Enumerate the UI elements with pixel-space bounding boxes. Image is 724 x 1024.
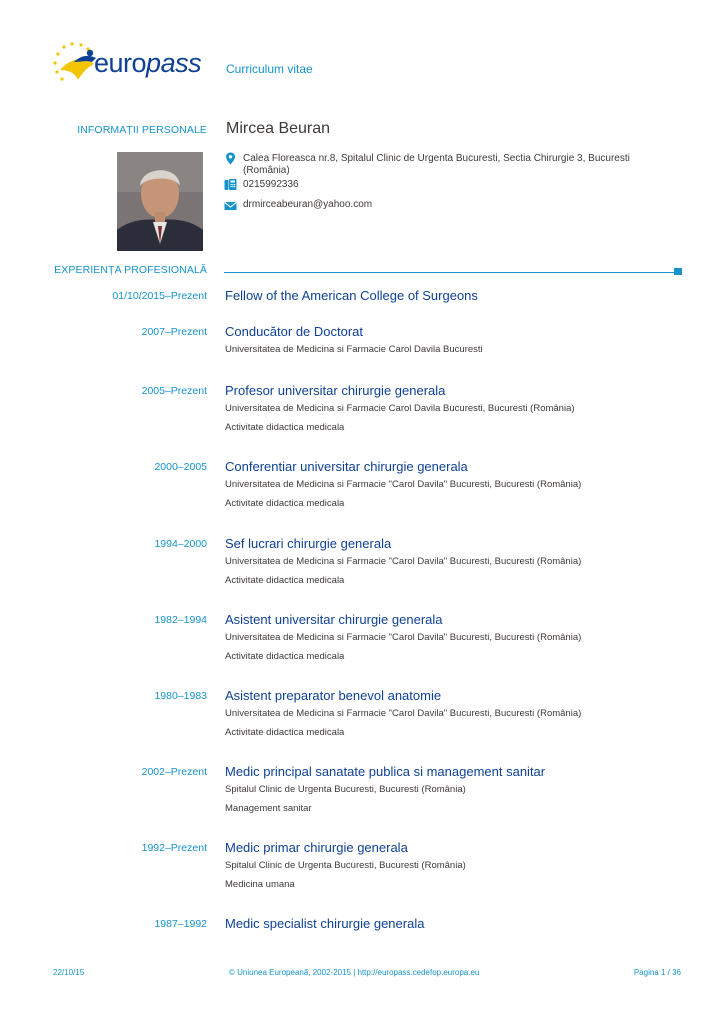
experience-title: Conducător de Doctorat [225,324,364,339]
experience-activity: Management sanitar [225,803,312,814]
experience-activity: Activitate didactica medicala [225,651,345,662]
experience-title: Medic specialist chirurgie generala [225,916,425,931]
experience-title: Conferentiar universitar chirurgie generala [225,459,468,474]
experience-employer: Universitatea de Medicina si Farmacie "Carol Davila" Bucuresti, Bucuresti (România) [225,479,582,490]
experience-date: 1992–Prezent [141,842,207,854]
profile-photo [117,152,203,251]
experience-title: Asistent universitar chirurgie generala [225,612,443,627]
logo-text-pass: pass [146,48,202,78]
experience-date: 1994–2000 [154,538,207,550]
footer-date: 22/10/15 [53,968,85,977]
location-pin-icon [224,152,237,165]
europass-wordmark [94,48,201,79]
document-title: Curriculum vitae [226,62,313,76]
person-name: Mircea Beuran [226,120,331,137]
experience-title: Asistent preparator benevol anatomie [225,688,442,703]
experience-employer: Universitatea de Medicina si Farmacie "Carol Davila" Bucuresti, Bucuresti (România) [225,708,582,719]
experience-employer: Universitatea de Medicina si Farmacie Carol Davila Bucuresti, Bucuresti (România) [225,403,575,414]
experience-employer: Universitatea de Medicina si Farmacie "Carol Davila" Bucuresti, Bucuresti (România) [225,556,582,567]
experience-title: Medic primar chirurgie generala [225,840,408,855]
footer-copyright-link[interactable]: © Uniunea Europeană, 2002-2015 | http://europass.cedefop.europa.eu [229,968,480,977]
experience-employer: Spitalul Clinic de Urgenta Bucuresti, Bucuresti (România) [225,784,466,795]
experience-employer: Universitatea de Medicina si Farmacie "Carol Davila" Bucuresti, Bucuresti (România) [225,632,582,643]
experience-title: Profesor universitar chirurgie generala [225,383,446,398]
experience-section-label: EXPERIENȚA PROFESIONALĂ [54,264,207,276]
address-country: (România) [243,165,290,176]
experience-date: 2007–Prezent [141,326,207,338]
experience-employer: Spitalul Clinic de Urgenta Bucuresti, Bucuresti (România) [225,860,466,871]
email-link[interactable]: drmirceabeuran@yahoo.com [243,199,373,210]
experience-title: Medic principal sanatate publica si management sanitar [225,764,546,779]
phone-number[interactable]: 0215992336 [243,179,299,190]
personal-info-label: INFORMAȚII PERSONALE [77,124,207,136]
experience-date: 2005–Prezent [141,385,207,397]
logo-text-euro: euro [94,48,147,78]
experience-date: 2000–2005 [154,461,207,473]
experience-title: Fellow of the American College of Surgeons [225,288,478,303]
phone-icon [224,178,237,191]
experience-date: 1982–1994 [154,614,207,626]
experience-employer: Universitatea de Medicina si Farmacie Carol Davila Bucuresti [225,344,483,355]
experience-date: 01/10/2015–Prezent [112,290,207,302]
section-divider-marker [674,268,682,275]
section-divider [224,272,676,273]
experience-date: 1987–1992 [154,918,207,930]
experience-activity: Activitate didactica medicala [225,422,345,433]
experience-date: 2002–Prezent [141,766,207,778]
experience-activity: Activitate didactica medicala [225,575,345,586]
experience-date: 1980–1983 [154,690,207,702]
experience-title: Sef lucrari chirurgie generala [225,536,392,551]
footer-page-number: Pagina 1 / 36 [633,968,681,977]
email-envelope-icon [224,199,237,212]
experience-activity: Activitate didactica medicala [225,498,345,509]
experience-activity: Activitate didactica medicala [225,727,345,738]
address-text: Calea Floreasca nr.8, Spitalul Clinic de Urgenta Bucuresti, Sectia Chirurgie 3, Bucuresti [243,153,630,164]
experience-activity: Medicina umana [225,879,295,890]
